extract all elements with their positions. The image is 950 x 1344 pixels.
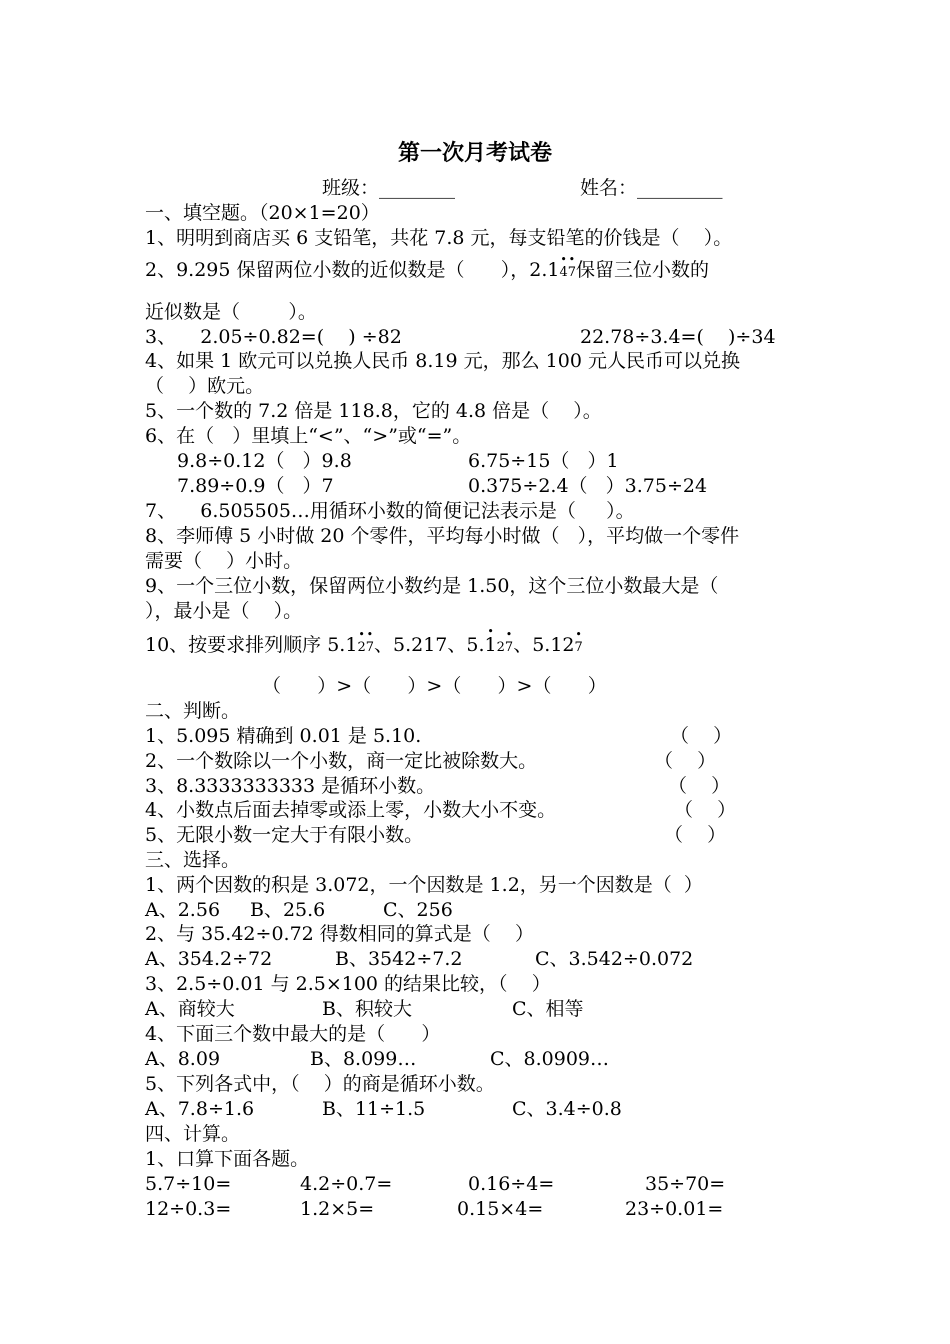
choice-5-b[interactable]: B、11÷1.5 <box>322 1098 426 1120</box>
choice-2-c[interactable]: C、3.542÷0.072 <box>535 948 694 970</box>
choice-1-c[interactable]: C、256 <box>383 899 453 921</box>
question-1-10-order: （ ）>（ ）>（ ）>（ ） <box>262 675 607 697</box>
question-1-6-r2b: 0.375÷2.4（ ）3.75÷24 <box>468 475 708 497</box>
question-1-8: 8、李师傅 5 小时做 20 个零件，平均每小时做（ ），平均做一个零件 <box>145 525 740 547</box>
choice-question-2: 2、与 35.42÷0.72 得数相同的算式是（ ） <box>145 923 534 945</box>
judge-paren-4[interactable]: （ ） <box>674 799 737 821</box>
class-field[interactable]: 班级：________ <box>322 177 456 199</box>
question-1-8-cont: 需要（ ）小时。 <box>145 550 303 572</box>
question-1-7: 7、 6.505505…用循环小数的简便记法表示是（ ）。 <box>145 500 635 522</box>
choice-question-5: 5、下列各式中，（ ）的商是循环小数。 <box>145 1073 495 1095</box>
choice-3-a[interactable]: A、商较大 <box>145 998 235 1020</box>
choice-3-b[interactable]: B、积较大 <box>322 998 412 1020</box>
calc-r2-c3: 0.15×4= <box>457 1198 544 1220</box>
question-1-9: 9、一个三位小数，保留两位小数约是 1.50，这个三位小数最大是（ <box>145 575 719 597</box>
calc-sub-1: 1、口算下面各题。 <box>145 1148 310 1170</box>
question-1-5: 5、一个数的 7.2 倍是 118.8，它的 4.8 倍是（ ）。 <box>145 400 602 422</box>
choice-question-4: 4、下面三个数中最大的是（ ） <box>145 1023 441 1045</box>
judge-paren-1[interactable]: （ ） <box>670 725 733 747</box>
name-field[interactable]: 姓名：_________ <box>580 177 723 199</box>
choice-2-b[interactable]: B、3542÷7.2 <box>335 948 463 970</box>
calc-r1-c1: 5.7÷10= <box>145 1173 232 1195</box>
judge-item-4: 4、小数点后面去掉零或添上零，小数大小不变。 <box>145 799 557 821</box>
section2-heading: 二、判断。 <box>145 700 241 722</box>
section3-heading: 三、选择。 <box>145 849 241 871</box>
judge-item-5: 5、无限小数一定大于有限小数。 <box>145 824 424 846</box>
question-1-9-cont: ），最小是（ ）。 <box>145 600 303 622</box>
choice-1-a[interactable]: A、2.56 <box>145 899 221 921</box>
choice-question-1: 1、两个因数的积是 3.072，一个因数是 1.2，另一个因数是（ ） <box>145 874 703 896</box>
choice-1-b[interactable]: B、25.6 <box>250 899 326 921</box>
question-1-2-cont: 近似数是（ ）。 <box>145 301 317 323</box>
choice-4-b[interactable]: B、8.099… <box>310 1048 417 1070</box>
question-1-3b: 22.78÷3.4=( )÷34 <box>580 326 776 348</box>
question-1-1: 1、明明到商店买 6 支铅笔，共花 7.8 元，每支铅笔的价钱是（ ）。 <box>145 227 733 249</box>
question-1-4-cont: （ ）欧元。 <box>145 375 265 397</box>
judge-paren-2[interactable]: （ ） <box>654 750 717 772</box>
calc-r2-c2: 1.2×5= <box>300 1198 375 1220</box>
page-title: 第一次月考试卷 <box>397 140 552 166</box>
question-1-6-r2a: 7.89÷0.9（ ）7 <box>177 475 334 497</box>
judge-paren-5[interactable]: （ ） <box>664 824 727 846</box>
judge-item-2: 2、一个数除以一个小数，商一定比被除数大。 <box>145 750 538 772</box>
choice-3-c[interactable]: C、相等 <box>512 998 584 1020</box>
question-1-6-r1a: 9.8÷0.12（ ）9.8 <box>177 450 352 472</box>
choice-2-a[interactable]: A、354.2÷72 <box>145 948 273 970</box>
choice-4-a[interactable]: A、8.09 <box>145 1048 221 1070</box>
question-1-2: 2、9.295 保留两位小数的近似数是（ ），2.1• 4• 7保留三位小数的 <box>145 258 709 285</box>
choice-4-c[interactable]: C、8.0909… <box>490 1048 610 1070</box>
section1-heading: 一、填空题。（20×1=20） <box>145 202 380 224</box>
calc-r1-c4: 35÷70= <box>645 1173 726 1195</box>
choice-5-a[interactable]: A、7.8÷1.6 <box>145 1098 255 1120</box>
judge-item-3: 3、8.3333333333 是循环小数。 <box>145 775 436 797</box>
calc-r1-c2: 4.2÷0.7= <box>300 1173 393 1195</box>
calc-r1-c3: 0.16÷4= <box>468 1173 555 1195</box>
question-1-10: 10、按要求排列顺序 5.1• 2• 7、5.217、5.• 12• 7、5.12• 7 <box>145 633 583 660</box>
section4-heading: 四、计算。 <box>145 1123 241 1145</box>
judge-paren-3[interactable]: （ ） <box>668 775 731 797</box>
question-1-3a: 3、 2.05÷0.82=( ) ÷82 <box>145 326 402 348</box>
calc-r2-c4: 23÷0.01= <box>625 1198 724 1220</box>
question-1-4: 4、如果 1 欧元可以兑换人民币 8.19 元，那么 100 元人民币可以兑换 <box>145 350 740 372</box>
choice-question-3: 3、2.5÷0.01 与 2.5×100 的结果比较，（ ） <box>145 973 551 995</box>
judge-item-1: 1、5.095 精确到 0.01 是 5.10. <box>145 725 422 747</box>
question-1-6-r1b: 6.75÷15（ ）1 <box>468 450 619 472</box>
question-1-6: 6、在（ ）里填上“<”、“>”或“=”。 <box>145 425 472 447</box>
choice-5-c[interactable]: C、3.4÷0.8 <box>512 1098 622 1120</box>
calc-r2-c1: 12÷0.3= <box>145 1198 232 1220</box>
